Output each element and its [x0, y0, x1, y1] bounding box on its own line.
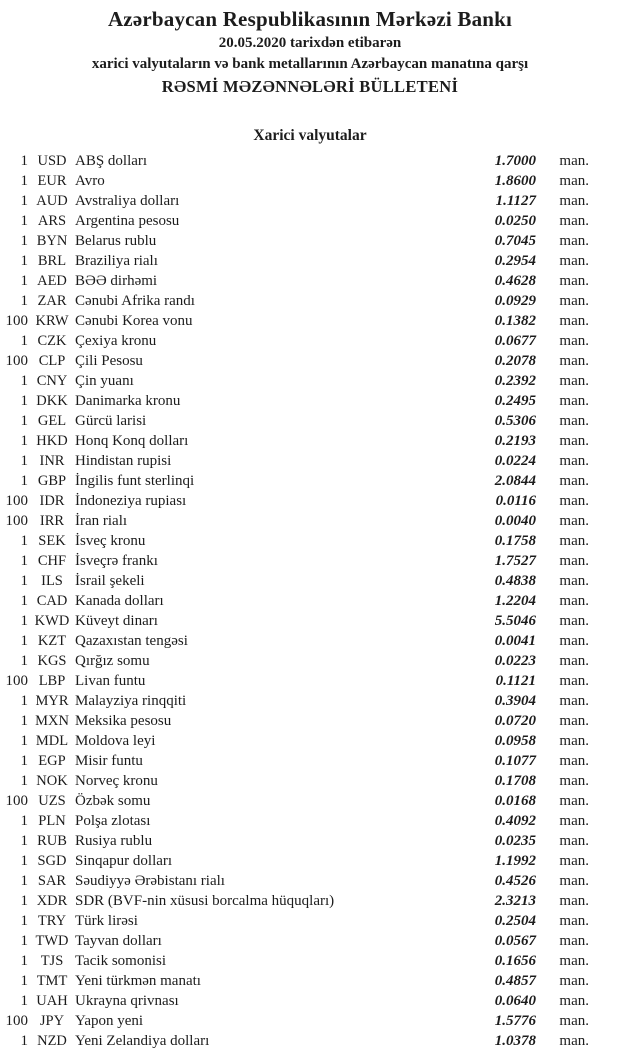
row-quantity: 1	[20, 753, 28, 769]
row-currency-code: TMT	[36, 973, 68, 989]
row-quantity: 1	[20, 373, 28, 389]
row-rate-value: 0.0116	[495, 493, 536, 509]
exchange-rate-row	[0, 871, 620, 891]
exchange-rate-row	[0, 891, 620, 911]
row-unit-label: man.	[559, 453, 589, 469]
row-quantity: 100	[5, 793, 28, 809]
row-unit-label: man.	[559, 273, 589, 289]
row-currency-code: IDR	[39, 493, 65, 509]
row-currency-name: Küveyt dinarı	[75, 613, 158, 629]
row-unit-label: man.	[559, 253, 589, 269]
row-unit-label: man.	[559, 1033, 589, 1049]
row-unit-label: man.	[559, 513, 589, 529]
row-rate-value: 0.0677	[494, 333, 536, 349]
row-currency-code: BYN	[36, 233, 68, 249]
row-rate-value: 2.3213	[494, 893, 536, 909]
row-rate-value: 0.0250	[494, 213, 536, 229]
row-quantity: 1	[20, 453, 28, 469]
row-quantity: 1	[20, 473, 28, 489]
row-unit-label: man.	[559, 753, 589, 769]
row-rate-value: 0.2392	[494, 373, 536, 389]
row-currency-code: CNY	[36, 373, 68, 389]
row-quantity: 1	[20, 433, 28, 449]
row-rate-value: 1.8600	[494, 173, 536, 189]
row-rate-value: 5.5046	[494, 613, 536, 629]
row-currency-code: DKK	[36, 393, 68, 409]
row-currency-code: TWD	[35, 933, 69, 949]
row-currency-code: MXN	[35, 713, 69, 729]
row-currency-code: CZK	[37, 333, 67, 349]
row-rate-value: 0.0958	[494, 733, 536, 749]
row-currency-code: EUR	[37, 173, 67, 189]
row-rate-value: 0.1758	[494, 533, 536, 549]
row-rate-value: 0.2495	[494, 393, 536, 409]
row-currency-name: Malayziya rinqqiti	[75, 693, 187, 709]
exchange-rate-row	[0, 991, 620, 1011]
row-currency-code: EGP	[38, 753, 66, 769]
row-rate-value: 0.0040	[494, 513, 536, 529]
exchange-rate-row	[0, 591, 620, 611]
exchange-rate-row	[0, 791, 620, 811]
row-currency-code: CAD	[36, 593, 68, 609]
row-rate-value: 1.1127	[495, 193, 536, 209]
row-unit-label: man.	[559, 573, 589, 589]
exchange-rate-row	[0, 151, 620, 171]
exchange-rate-row	[0, 391, 620, 411]
row-unit-label: man.	[559, 473, 589, 489]
row-currency-name: Çin yuanı	[75, 373, 134, 389]
row-currency-code: MYR	[35, 693, 69, 709]
row-unit-label: man.	[559, 773, 589, 789]
row-unit-label: man.	[559, 973, 589, 989]
row-currency-code: BRL	[37, 253, 67, 269]
row-currency-code: ARS	[37, 213, 67, 229]
row-rate-value: 0.1077	[494, 753, 536, 769]
row-quantity: 100	[5, 1013, 28, 1029]
row-rate-value: 0.1382	[494, 313, 536, 329]
row-unit-label: man.	[559, 213, 589, 229]
row-currency-name: İran rialı	[75, 513, 128, 529]
row-currency-name: Meksika pesosu	[75, 713, 172, 729]
row-rate-value: 0.0235	[494, 833, 536, 849]
row-quantity: 1	[20, 813, 28, 829]
row-quantity: 1	[20, 293, 28, 309]
row-currency-name: Çexiya kronu	[75, 333, 157, 349]
row-rate-value: 0.0929	[494, 293, 536, 309]
row-currency-name: Çili Pesosu	[75, 353, 143, 369]
row-unit-label: man.	[559, 413, 589, 429]
exchange-rate-row	[0, 411, 620, 431]
row-currency-code: SGD	[37, 853, 67, 869]
row-unit-label: man.	[559, 333, 589, 349]
row-currency-code: NOK	[36, 773, 68, 789]
row-currency-code: GEL	[37, 413, 67, 429]
row-rate-value: 1.7000	[494, 153, 536, 169]
row-rate-value: 1.1992	[494, 853, 536, 869]
bulletin-title: RƏSMİ MƏZƏNNƏLƏRİ BÜLLETENİ	[161, 77, 459, 96]
row-quantity: 1	[20, 853, 28, 869]
exchange-rate-row	[0, 571, 620, 591]
row-unit-label: man.	[559, 553, 589, 569]
row-quantity: 1	[20, 893, 28, 909]
row-currency-name: ABŞ dolları	[75, 153, 148, 169]
exchange-rate-row	[0, 931, 620, 951]
row-unit-label: man.	[559, 393, 589, 409]
effective-date-line: 20.05.2020 tarixdən etibarən	[218, 35, 402, 51]
exchange-rate-row	[0, 491, 620, 511]
exchange-rate-row	[0, 211, 620, 231]
row-unit-label: man.	[559, 693, 589, 709]
exchange-rate-row	[0, 471, 620, 491]
row-currency-code: USD	[37, 153, 67, 169]
bulletin-header	[0, 6, 620, 99]
row-unit-label: man.	[559, 673, 589, 689]
row-rate-value: 0.4838	[494, 573, 536, 589]
row-rate-value: 1.2204	[494, 593, 536, 609]
row-quantity: 1	[20, 193, 28, 209]
row-quantity: 1	[20, 253, 28, 269]
row-quantity: 100	[5, 313, 28, 329]
row-unit-label: man.	[559, 353, 589, 369]
exchange-rate-row	[0, 951, 620, 971]
row-unit-label: man.	[559, 633, 589, 649]
row-currency-name: Gürcü larisi	[75, 413, 147, 429]
row-rate-value: 1.0378	[494, 1033, 536, 1049]
row-currency-code: XDR	[36, 893, 68, 909]
row-quantity: 1	[20, 713, 28, 729]
row-quantity: 1	[20, 553, 28, 569]
exchange-rate-row	[0, 731, 620, 751]
row-currency-name: Qazaxıstan tengəsi	[75, 633, 188, 649]
row-currency-name: Avro	[75, 173, 105, 189]
row-quantity: 1	[20, 573, 28, 589]
exchange-rate-row	[0, 751, 620, 771]
row-quantity: 100	[5, 353, 28, 369]
row-currency-name: Belarus rublu	[75, 233, 157, 249]
row-currency-code: KRW	[35, 313, 69, 329]
row-currency-code: GBP	[37, 473, 67, 489]
row-unit-label: man.	[559, 313, 589, 329]
row-currency-name: Livan funtu	[75, 673, 146, 689]
row-unit-label: man.	[559, 873, 589, 889]
row-currency-name: Cənubi Korea vonu	[75, 313, 193, 329]
row-quantity: 1	[20, 913, 28, 929]
exchange-rate-row	[0, 671, 620, 691]
row-unit-label: man.	[559, 1013, 589, 1029]
row-currency-name: İsveçrə frankı	[75, 553, 158, 569]
row-currency-code: UAH	[36, 993, 68, 1009]
exchange-rate-row	[0, 331, 620, 351]
row-currency-name: Kanada dolları	[75, 593, 164, 609]
row-currency-name: İngilis funt sterlinqi	[75, 473, 195, 489]
row-quantity: 1	[20, 153, 28, 169]
row-unit-label: man.	[559, 893, 589, 909]
row-currency-name: Argentina pesosu	[75, 213, 180, 229]
row-rate-value: 0.4857	[494, 973, 536, 989]
row-rate-value: 2.0844	[494, 473, 536, 489]
row-unit-label: man.	[559, 153, 589, 169]
row-unit-label: man.	[559, 293, 589, 309]
exchange-rate-row	[0, 231, 620, 251]
row-unit-label: man.	[559, 193, 589, 209]
row-unit-label: man.	[559, 993, 589, 1009]
row-rate-value: 0.4628	[494, 273, 536, 289]
row-currency-name: Özbək somu	[75, 793, 151, 809]
exchange-rate-row	[0, 1031, 620, 1051]
row-currency-code: AED	[37, 273, 67, 289]
row-rate-value: 0.0640	[494, 993, 536, 1009]
exchange-rate-row	[0, 1011, 620, 1031]
row-currency-code: TRY	[37, 913, 67, 929]
row-quantity: 100	[5, 493, 28, 509]
exchange-rate-row	[0, 631, 620, 651]
exchange-rate-row	[0, 351, 620, 371]
row-currency-code: JPY	[39, 1013, 65, 1029]
row-currency-name: Səudiyyə Ərəbistanı rialı	[75, 873, 225, 889]
row-currency-name: Tayvan dolları	[75, 933, 162, 949]
exchange-rate-row	[0, 691, 620, 711]
row-rate-value: 0.2078	[494, 353, 536, 369]
row-currency-code: PLN	[38, 813, 66, 829]
row-unit-label: man.	[559, 493, 589, 509]
row-unit-label: man.	[559, 733, 589, 749]
row-currency-code: SEK	[38, 533, 66, 549]
bank-name: Azərbaycan Respublikasının Mərkəzi Bankı	[107, 7, 513, 31]
row-unit-label: man.	[559, 433, 589, 449]
exchange-rate-row	[0, 971, 620, 991]
row-currency-name: Türk lirəsi	[75, 913, 138, 929]
row-unit-label: man.	[559, 593, 589, 609]
row-currency-name: SDR (BVF-nin xüsusi borcalma hüquqları)	[75, 893, 335, 909]
row-quantity: 1	[20, 653, 28, 669]
row-quantity: 1	[20, 593, 28, 609]
exchange-rate-row	[0, 451, 620, 471]
row-unit-label: man.	[559, 613, 589, 629]
row-currency-name: Polşa zlotası	[75, 813, 151, 829]
row-rate-value: 0.0720	[494, 713, 536, 729]
exchange-rate-row	[0, 251, 620, 271]
exchange-rate-row	[0, 191, 620, 211]
row-currency-name: Tacik somonisi	[75, 953, 167, 969]
exchange-rate-row	[0, 511, 620, 531]
row-quantity: 1	[20, 633, 28, 649]
row-currency-name: Yapon yeni	[75, 1013, 144, 1029]
row-quantity: 100	[5, 673, 28, 689]
row-rate-value: 0.0041	[494, 633, 536, 649]
row-quantity: 100	[5, 513, 28, 529]
exchange-rates-table	[0, 151, 620, 1051]
row-quantity: 1	[20, 273, 28, 289]
exchange-rate-row	[0, 551, 620, 571]
exchange-rate-row	[0, 911, 620, 931]
row-currency-code: SAR	[37, 873, 67, 889]
exchange-rate-row	[0, 771, 620, 791]
row-currency-name: Honq Konq dolları	[75, 433, 189, 449]
row-quantity: 1	[20, 933, 28, 949]
row-currency-name: BƏƏ dirhəmi	[75, 273, 158, 289]
row-rate-value: 0.1708	[494, 773, 536, 789]
exchange-rate-row	[0, 711, 620, 731]
exchange-rate-row	[0, 651, 620, 671]
row-rate-value: 0.0168	[494, 793, 536, 809]
row-unit-label: man.	[559, 793, 589, 809]
row-rate-value: 0.2193	[494, 433, 536, 449]
row-quantity: 1	[20, 413, 28, 429]
row-currency-name: Qırğız somu	[75, 653, 150, 669]
row-currency-name: Moldova leyi	[75, 733, 156, 749]
section-title-foreign-currencies: Xarici valyutalar	[253, 127, 367, 144]
exchange-rate-row	[0, 431, 620, 451]
row-unit-label: man.	[559, 813, 589, 829]
row-rate-value: 0.0224	[494, 453, 536, 469]
row-quantity: 1	[20, 993, 28, 1009]
row-currency-code: IRR	[39, 513, 65, 529]
row-rate-value: 0.0223	[494, 653, 536, 669]
exchange-rate-row	[0, 811, 620, 831]
exchange-rate-row	[0, 291, 620, 311]
row-rate-value: 0.4526	[494, 873, 536, 889]
row-rate-value: 0.1656	[494, 953, 536, 969]
row-unit-label: man.	[559, 953, 589, 969]
row-quantity: 1	[20, 733, 28, 749]
row-rate-value: 0.3904	[494, 693, 536, 709]
row-currency-code: HKD	[36, 433, 68, 449]
row-currency-name: Norveç kronu	[75, 773, 158, 789]
row-unit-label: man.	[559, 933, 589, 949]
exchange-rate-row	[0, 271, 620, 291]
row-quantity: 1	[20, 233, 28, 249]
row-rate-value: 0.0567	[494, 933, 536, 949]
row-currency-code: KGS	[37, 653, 67, 669]
row-currency-code: AUD	[36, 193, 68, 209]
row-rate-value: 0.5306	[494, 413, 536, 429]
row-unit-label: man.	[559, 713, 589, 729]
exchange-rate-row	[0, 171, 620, 191]
row-currency-code: RUB	[37, 833, 67, 849]
row-currency-name: İndoneziya rupiası	[75, 493, 187, 509]
row-quantity: 1	[20, 613, 28, 629]
row-currency-name: Danimarka kronu	[75, 393, 181, 409]
row-rate-value: 0.1121	[495, 673, 536, 689]
row-quantity: 1	[20, 833, 28, 849]
row-currency-name: Cənubi Afrika randı	[75, 293, 195, 309]
row-currency-name: İsrail şekeli	[75, 573, 145, 589]
row-currency-code: LBP	[38, 673, 66, 689]
row-currency-name: İsveç kronu	[75, 533, 146, 549]
exchange-rate-row	[0, 611, 620, 631]
row-currency-code: TJS	[40, 953, 64, 969]
row-quantity: 1	[20, 533, 28, 549]
row-currency-code: ZAR	[37, 293, 67, 309]
row-unit-label: man.	[559, 173, 589, 189]
row-currency-name: Yeni türkmən manatı	[75, 973, 201, 989]
row-quantity: 1	[20, 693, 28, 709]
row-rate-value: 0.2504	[494, 913, 536, 929]
row-unit-label: man.	[559, 533, 589, 549]
row-currency-code: CHF	[37, 553, 67, 569]
row-currency-code: NZD	[37, 1033, 67, 1049]
row-quantity: 1	[20, 213, 28, 229]
row-currency-code: KZT	[37, 633, 67, 649]
row-unit-label: man.	[559, 853, 589, 869]
row-currency-name: Misir funtu	[75, 753, 143, 769]
row-currency-name: Ukrayna qrivnası	[75, 993, 179, 1009]
bulletin-subtitle: xarici valyutaların və bank metallarının Azərbaycan manatına qarşı	[91, 56, 529, 72]
row-quantity: 1	[20, 173, 28, 189]
exchange-rate-row	[0, 831, 620, 851]
row-quantity: 1	[20, 1033, 28, 1049]
row-rate-value: 0.4092	[494, 813, 536, 829]
row-currency-code: ILS	[41, 573, 63, 589]
row-rate-value: 1.7527	[494, 553, 536, 569]
row-currency-code: CLP	[38, 353, 66, 369]
row-unit-label: man.	[559, 373, 589, 389]
exchange-rate-row	[0, 371, 620, 391]
row-quantity: 1	[20, 873, 28, 889]
row-unit-label: man.	[559, 913, 589, 929]
row-unit-label: man.	[559, 833, 589, 849]
row-quantity: 1	[20, 773, 28, 789]
row-rate-value: 1.5776	[494, 1013, 536, 1029]
row-unit-label: man.	[559, 653, 589, 669]
row-currency-code: MDL	[35, 733, 69, 749]
row-currency-name: Hindistan rupisi	[75, 453, 172, 469]
row-rate-value: 0.7045	[494, 233, 536, 249]
row-currency-code: KWD	[34, 613, 70, 629]
exchange-rate-row	[0, 311, 620, 331]
exchange-rate-row	[0, 531, 620, 551]
row-currency-code: INR	[39, 453, 65, 469]
row-unit-label: man.	[559, 233, 589, 249]
row-currency-name: Braziliya rialı	[75, 253, 158, 269]
row-currency-name: Yeni Zelandiya dolları	[75, 1033, 210, 1049]
row-quantity: 1	[20, 953, 28, 969]
row-currency-name: Rusiya rublu	[75, 833, 153, 849]
row-quantity: 1	[20, 973, 28, 989]
row-rate-value: 0.2954	[494, 253, 536, 269]
row-currency-code: UZS	[38, 793, 66, 809]
row-quantity: 1	[20, 333, 28, 349]
row-currency-name: Avstraliya dolları	[75, 193, 180, 209]
row-currency-name: Sinqapur dolları	[75, 853, 173, 869]
exchange-rate-row	[0, 851, 620, 871]
row-quantity: 1	[20, 393, 28, 409]
